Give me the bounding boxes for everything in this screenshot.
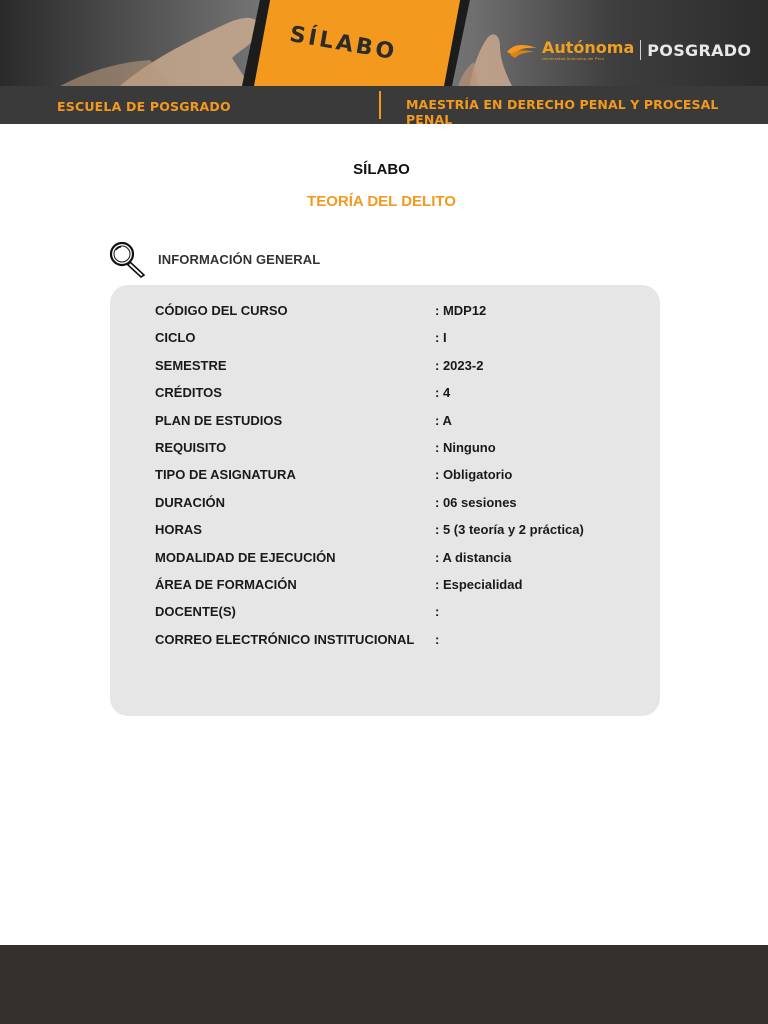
info-label: CICLO — [155, 330, 196, 346]
info-value: : — [435, 604, 440, 620]
info-value: : — [435, 631, 440, 647]
section-heading-text: INFORMACIÓN GENERAL — [158, 251, 321, 267]
info-label: MODALIDAD DE EJECUCIÓN — [155, 549, 336, 565]
info-label: TIPO DE ASIGNATURA — [155, 467, 296, 483]
info-value: : Ninguno — [435, 440, 496, 455]
logo-unit: POSGRADO — [647, 40, 752, 60]
info-label: REQUISITO — [155, 440, 227, 455]
document-title: SÍLABO — [353, 161, 410, 178]
header-banner — [0, 0, 768, 86]
info-label: HORAS — [155, 522, 202, 538]
general-info-card — [110, 285, 660, 716]
magnifier-icon — [108, 240, 148, 278]
info-value: : I — [435, 330, 447, 346]
university-logo — [506, 38, 751, 62]
info-value: : 2023-2 — [435, 357, 484, 373]
info-value: : 4 — [435, 385, 451, 401]
info-label: DOCENTE(S) — [155, 604, 236, 620]
course-title: TEORÍA DEL DELITO — [307, 193, 456, 210]
info-value: : A — [435, 412, 452, 428]
info-label: CORREO ELECTRÓNICO INSTITUCIONAL — [155, 631, 415, 647]
info-label: DURACIÓN — [155, 494, 226, 510]
info-label: CÓDIGO DEL CURSO — [155, 303, 288, 318]
info-value: : MDP12 — [435, 303, 487, 318]
logo-wing-icon — [506, 41, 538, 59]
info-label: ÁREA DE FORMACIÓN — [155, 577, 297, 592]
tablet-title: SÍLABO — [287, 22, 399, 66]
info-value: : 5 (3 teoría y 2 práctica) — [435, 522, 584, 538]
page-footer — [0, 945, 768, 1024]
info-value: : A distancia — [435, 549, 512, 565]
info-label: PLAN DE ESTUDIOS — [155, 412, 283, 428]
logo-brand: Autónoma — [542, 37, 635, 57]
logo-separator — [640, 40, 641, 60]
info-label: CRÉDITOS — [155, 385, 222, 401]
school-name: ESCUELA DE POSGRADO — [57, 99, 231, 114]
info-label: SEMESTRE — [155, 357, 227, 373]
program-bar — [0, 86, 768, 127]
info-value: : Especialidad — [435, 577, 523, 592]
bar-divider — [379, 91, 381, 119]
info-value: : 06 sesiones — [435, 494, 517, 510]
info-value: : Obligatorio — [435, 467, 513, 483]
logo-subtitle: Universidad Autónoma del Perú — [542, 55, 605, 61]
program-name: MAESTRÍA EN DERECHO PENAL Y PROCESAL PENAL — [406, 97, 719, 127]
section-heading — [108, 240, 320, 278]
